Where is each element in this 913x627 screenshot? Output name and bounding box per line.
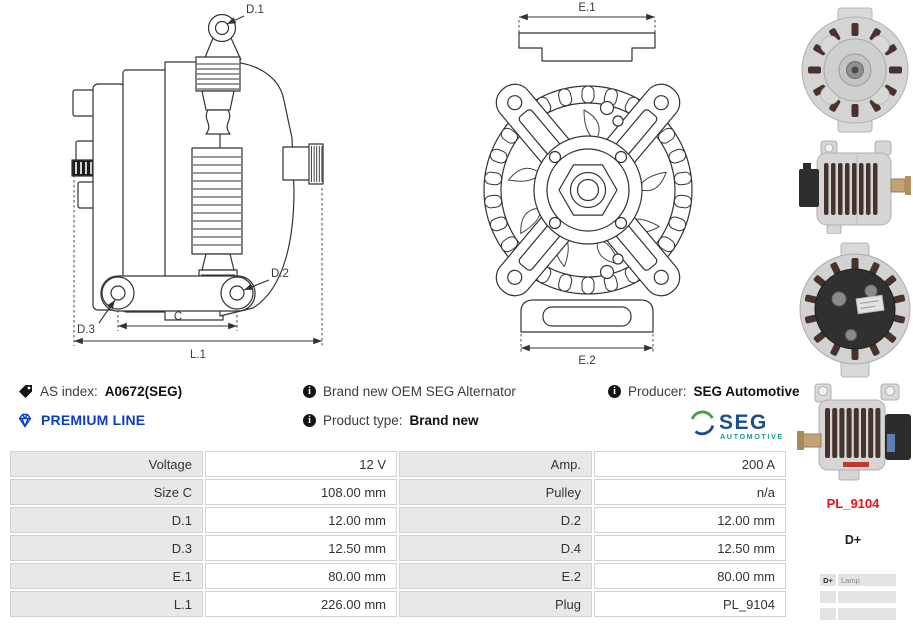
spec-label: Amp.	[399, 451, 592, 477]
shaft	[891, 179, 905, 192]
as-index	[18, 384, 182, 399]
seg-automotive-logo	[686, 402, 796, 444]
spec-value: 12.00 mm	[205, 507, 397, 533]
seg-logo-name: SEG	[719, 411, 768, 434]
pin-value	[838, 608, 896, 620]
product-photo-front	[800, 6, 910, 134]
dim-label-e2: E.2	[578, 355, 596, 367]
pin-key	[820, 591, 836, 603]
spec-label: L.1	[10, 591, 203, 617]
product-photo-side-left	[797, 139, 911, 234]
pin-table-row	[820, 591, 896, 603]
spec-row	[10, 535, 786, 561]
diamond-icon	[16, 413, 34, 428]
product-type-label: Product type:	[323, 413, 403, 428]
spec-value: 200 A	[594, 451, 786, 477]
product-photo-side-right	[795, 382, 913, 482]
shaft	[803, 434, 821, 447]
spec-value: 12.50 mm	[594, 535, 786, 561]
product-type-value: Brand new	[409, 413, 479, 428]
spec-value: 226.00 mm	[205, 591, 397, 617]
plug-pin-table	[818, 569, 898, 625]
as-index-label: AS index:	[40, 384, 98, 399]
spec-value: 80.00 mm	[205, 563, 397, 589]
spec-row	[10, 591, 786, 617]
spec-value: 12 V	[205, 451, 397, 477]
pin-table-row	[820, 608, 896, 620]
spec-value: 108.00 mm	[205, 479, 397, 505]
front-view-body	[484, 33, 692, 332]
spec-value: 12.00 mm	[594, 507, 786, 533]
spec-label: D.1	[10, 507, 203, 533]
spec-label: Pulley	[399, 479, 592, 505]
plug-code-label: PL_9104	[826, 496, 880, 511]
spec-label: D.2	[399, 507, 592, 533]
producer-value: SEG Automotive	[693, 384, 800, 399]
spec-label: E.2	[399, 563, 592, 589]
spec-label: E.1	[10, 563, 203, 589]
pin-table-row	[820, 574, 896, 586]
label-sticker	[856, 295, 884, 313]
tag-icon	[18, 384, 33, 399]
seg-logo-subtitle: AUTOMOTIVE	[720, 432, 784, 441]
as-index-value: A0672(SEG)	[104, 384, 183, 399]
spec-value: n/a	[594, 479, 786, 505]
spec-label: Size C	[10, 479, 203, 505]
spec-row	[10, 563, 786, 589]
dim-label-d1: D.1	[246, 4, 264, 16]
spec-row	[10, 479, 786, 505]
oem-note	[303, 384, 516, 399]
brand-strip	[843, 462, 869, 467]
spec-value: 12.50 mm	[205, 535, 397, 561]
spec-value: 80.00 mm	[594, 563, 786, 589]
spec-row	[10, 507, 786, 533]
premium-line	[16, 412, 145, 428]
spec-label: D.4	[399, 535, 592, 561]
dim-label-e1: E.1	[578, 2, 596, 14]
spec-value: PL_9104	[594, 591, 786, 617]
dim-label-d3: D.3	[77, 324, 95, 336]
premium-line-label: PREMIUM LINE	[41, 412, 146, 428]
pin-value: Lamp	[838, 574, 896, 586]
seg-logo-mark	[692, 412, 713, 434]
regulator-cover	[799, 169, 819, 207]
alternator-front-view-drawing	[455, 0, 720, 375]
spec-row	[10, 451, 786, 477]
info-icon	[608, 385, 621, 398]
info-icon	[303, 385, 316, 398]
pin-key: D+	[820, 574, 836, 586]
producer	[608, 384, 800, 399]
spec-table	[8, 449, 788, 619]
oem-note-text: Brand new OEM SEG Alternator	[323, 384, 516, 399]
pin-value	[838, 591, 896, 603]
product-photo-rear	[799, 241, 911, 379]
alternator-side-view-drawing	[15, 0, 455, 375]
info-icon	[303, 414, 316, 427]
spec-label: Voltage	[10, 451, 203, 477]
product-type	[303, 413, 479, 428]
dim-label-c: C	[173, 311, 183, 323]
spec-label: Plug	[399, 591, 592, 617]
producer-label: Producer:	[628, 384, 687, 399]
dim-label-l1: L.1	[190, 349, 206, 361]
top-mounting-lug	[519, 33, 655, 61]
dim-label-d2: D.2	[271, 268, 289, 280]
pin-key	[820, 608, 836, 620]
spec-label: D.3	[10, 535, 203, 561]
terminal-label: D+	[844, 533, 862, 547]
